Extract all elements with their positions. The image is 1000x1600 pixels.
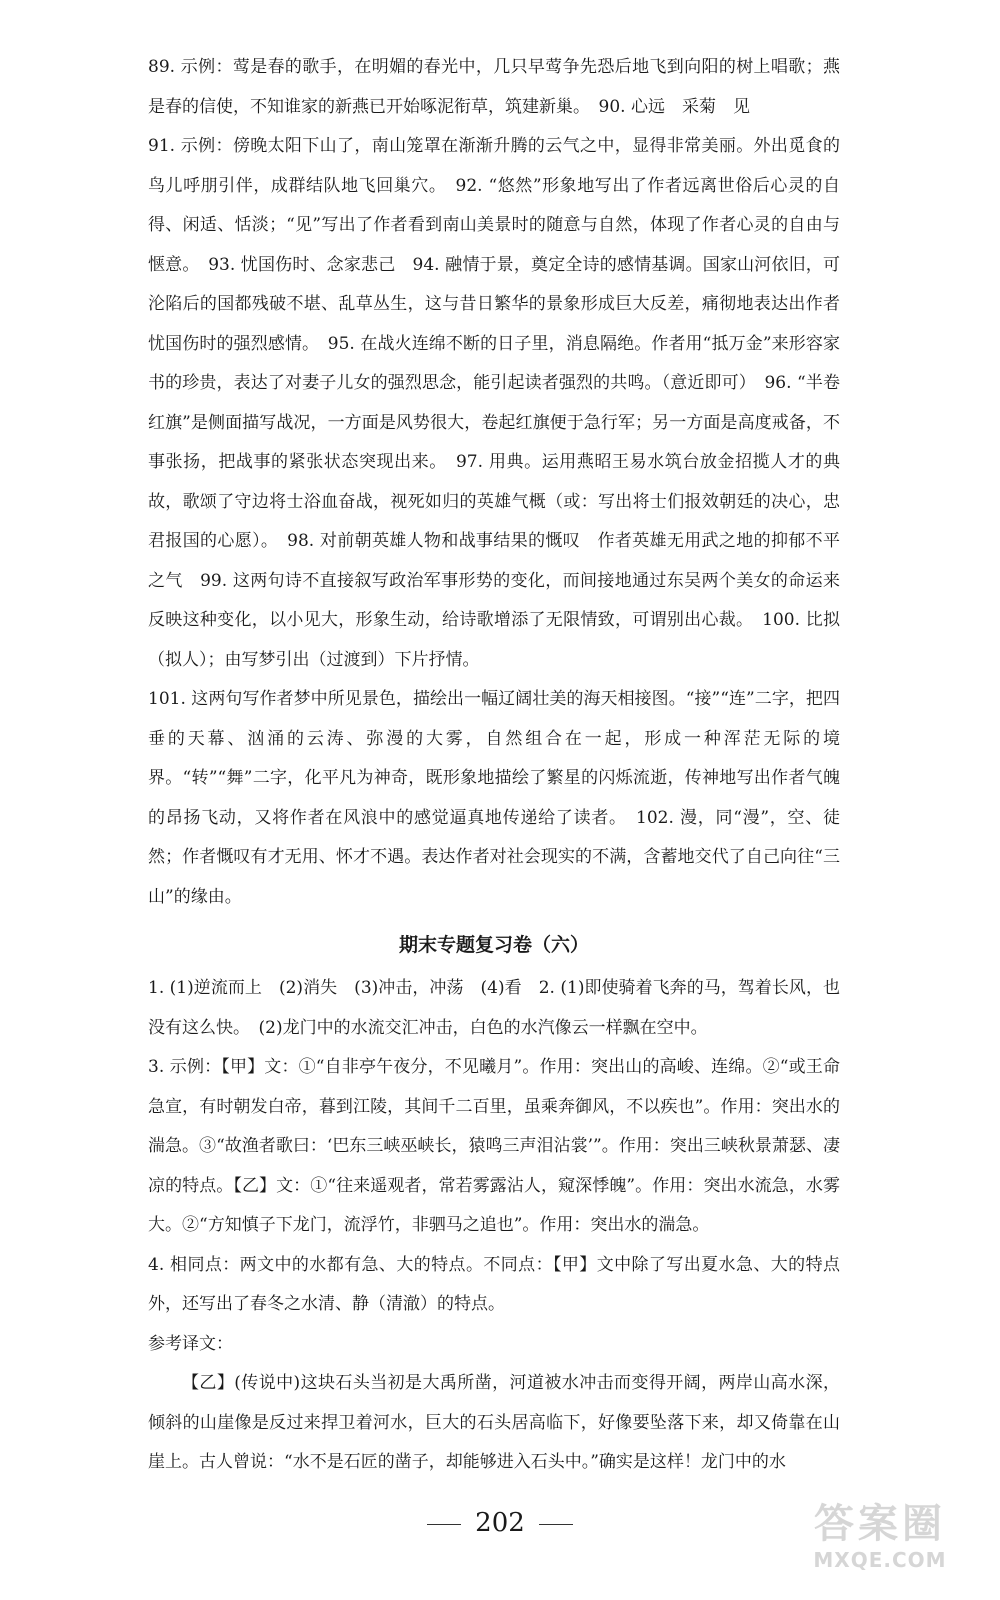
answer-paragraph-89-90: 89. 示例：莺是春的歌手，在明媚的春光中，几只早莺争先恐后地飞到向阳的树上唱歌；燕是春的信使，不知谁家的新燕已开始啄泥衔草，筑建新巢。 90. 心远 采菊 见 [148, 57, 840, 117]
answer-paragraph-1-2: 1. (1)逆流而上 (2)消失 (3)冲击，冲荡 (4)看 2. (1)即使骑着飞奔的马，驾着长风，也没有这么快。 (2)龙门中的水流交汇冲击，白色的水汽像云一样飘在空中。 [148, 978, 840, 1038]
page-number: 202 [475, 1508, 525, 1538]
answer-paragraph-4: 4. 相同点：两文中的水都有急、大的特点。不同点：【甲】文中除了写出夏水急、大的特点外，还写出了春冬之水清、静（清澈）的特点。 [148, 1254, 840, 1314]
answer-paragraph-101-102: 101. 这两句写作者梦中所见景色，描绘出一幅辽阔壮美的海天相接图。“接”“连”二字，把四垂的天幕、汹涌的云涛、弥漫的大雾，自然组合在一起，形成一种浑茫无际的境界。“转”“舞”二字，化平凡为神奇，既形象地描绘了繁星的闪烁流逝，传神地写出作者气魄的昂扬飞动，又将作者在风浪中的感觉逼真地传递给了读者。 102. 漫，同“漫”，空、徒然；作者慨叹有才无用、怀才不遇。表达作者对社会现实的不满，含蓄地交代了自己向往“三山”的缘由。 [148, 689, 840, 907]
section-title: 期末专题复习卷（六） [398, 934, 589, 956]
watermark-logo [790, 1500, 970, 1580]
answer-paragraph-91-100: 91. 示例：傍晚太阳下山了，南山笼罩在渐渐升腾的云气之中，显得非常美丽。外出觅食的鸟儿呼朋引伴，成群结队地飞回巢穴。 92. “悠然”形象地写出了作者远离世俗后心灵的自得、闲适、恬淡；“见”写出了作者看到南山美景时的随意与自然，体现了作者心灵的自由与惬意。 93. 忧国伤时、念家悲己 94. 融情于景，奠定全诗的感情基调。国家山河依旧，可沦陷后的国都残破不堪、乱草丛生，这与昔日繁华的景象形成巨大反差，痛彻地表达出作者忧国伤时的强烈感情。 95. 在战火连绵不断的日子里，消息隔绝。作者用“抵万金”来形容家书的珍贵，表达了对妻子儿女的强烈思念，能引起读者强烈的共鸣。（意近即可） 96. “半卷红旗”是侧面描写战况，一方面是风势很大，卷起红旗便于急行军；另一方面是高度戒备，不事张扬，把战事的紧张状态突现出来。 97. 用典。运用燕昭王易水筑台放金招揽人才的典故，歌颂了守边将士浴血奋战，视死如归的英雄气概（或：写出将士们报效朝廷的决心，忠君报国的心愿）。 98. 对前朝英雄人物和战事结果的慨叹 作者英雄无用武之地的抑郁不平之气 99. 这两句诗不直接叙写政治军事形势的变化，而间接地通过东吴两个美女的命运来反映这种变化，以小见大，形象生动，给诗歌增添了无限情致，可谓别出心裁。 100. 比拟（拟人）；由写梦引出（过渡到）下片抒情。 [148, 136, 840, 670]
reference-translation-label: 参考译文： [148, 1333, 233, 1354]
watermark-url: MXQE.COM [813, 1548, 947, 1572]
footer-dash-left [427, 1524, 461, 1525]
answer-page [148, 48, 840, 1483]
footer-dash-right [539, 1524, 573, 1525]
watermark-text: 答案圈 [814, 1501, 946, 1547]
translation-paragraph: 【乙】(传说中)这块石头当初是大禹所凿，河道被水冲击而变得开阔，两岸山高水深，倾斜的山崖像是反过来捍卫着河水，巨大的石头居高临下，好像要坠落下来，却又倚靠在山崖上。古人曾说：“水不是石匠的凿子，却能够进入石头中。”确实是这样！龙门中的水 [148, 1373, 840, 1472]
answer-paragraph-3: 3. 示例：【甲】文：①“自非亭午夜分，不见曦月”。作用：突出山的高峻、连绵。②“或王命急宣，有时朝发白帝，暮到江陵，其间千二百里，虽乘奔御风，不以疾也”。作用：突出水的湍急。③“故渔者歌曰：‘巴东三峡巫峡长，猿鸣三声泪沾裳’”。作用：突出三峡秋景萧瑟、凄凉的特点。【乙】文：①“往来遥观者，常若雾露沾人，窥深悸魄”。作用：突出水流急，水雾大。②“方知慎子下龙门，流浮竹，非驷马之追也”。作用：突出水的湍急。 [148, 1057, 840, 1235]
